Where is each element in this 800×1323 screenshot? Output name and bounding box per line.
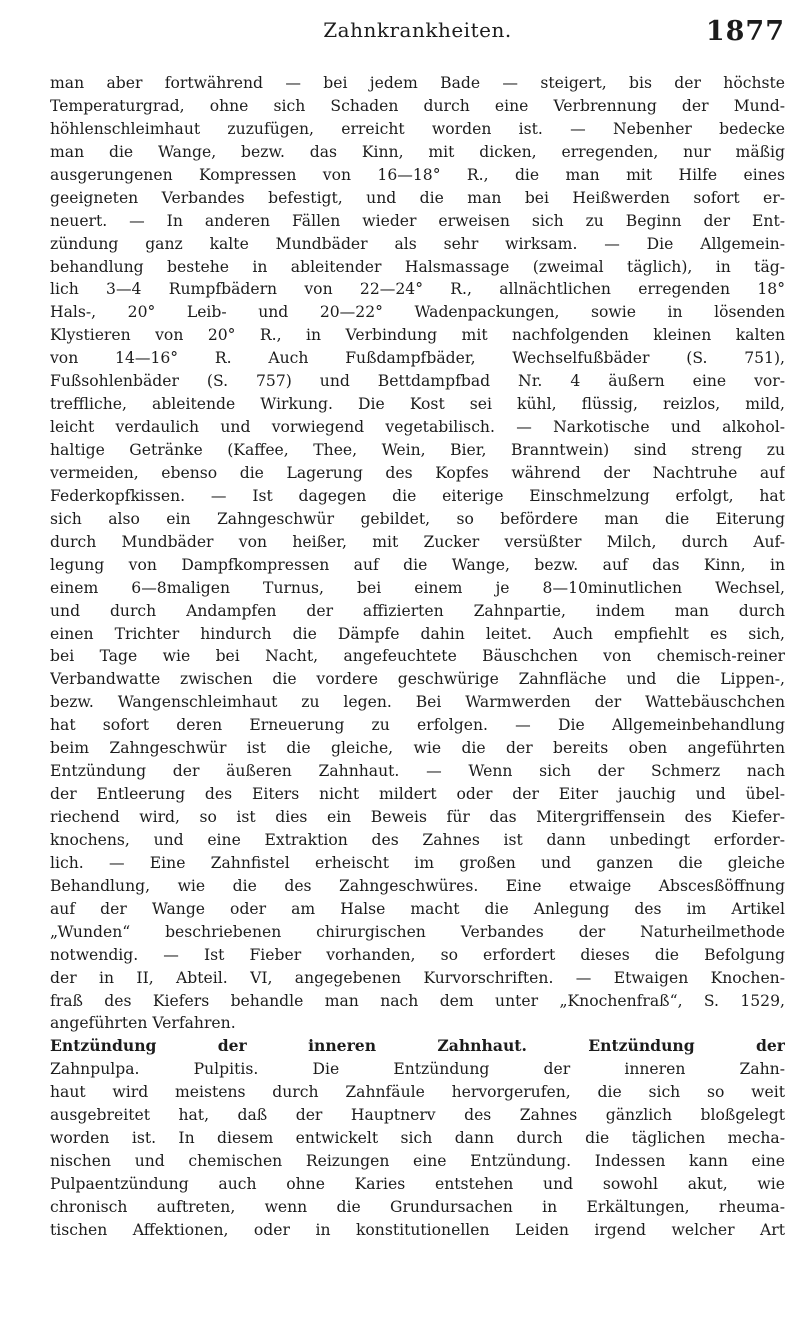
text-line: und durch Andampfen der affizierten Zahnpartie, indem man durch — [50, 601, 785, 620]
text-line: haltige Getränke (Kaffee, Thee, Wein, Bier, Branntwein) sind streng zu — [50, 441, 785, 459]
text-line: durch Mundbäder von heißer, mit Zucker versüßter Milch, durch Auf- — [50, 532, 785, 551]
text-line: lich 3—4 Rumpfbädern von 22—24° R., allnächtlichen erregenden 18° — [50, 280, 785, 299]
text-line: Verbandwatte zwischen die vordere geschwürige Zahnfläche und die Lippen-, — [50, 670, 785, 689]
text-line: worden ist. In diesem entwickelt sich dann durch die täglichen mecha- — [50, 1129, 785, 1148]
text-line: tischen Affektionen, oder in konstitutionellen Leiden irgend welcher Art — [50, 1220, 785, 1239]
text-line: fraß des Kiefers behandle man nach dem unter „Knochenfraß“, S. 1529, — [50, 991, 785, 1010]
text-line: hat sofort deren Erneuerung zu erfolgen. — Die Allgemeinbehandlung — [50, 716, 785, 735]
text-line: bei Tage wie bei Nacht, angefeuchtete Bäuschchen von chemisch-reiner — [50, 647, 785, 666]
text-line: einem 6—8maligen Turnus, bei einem je 8—10minutlichen Wechsel, — [50, 578, 785, 597]
text-line: sich also ein Zahngeschwür gebildet, so befördere man die Eiterung — [50, 509, 785, 528]
text-line: Hals-, 20° Leib- und 20—22° Wadenpackungen, sowie in lösenden — [50, 303, 785, 322]
text-line: man aber fortwährend — bei jedem Bade — steigert, bis der höchste — [50, 74, 785, 92]
section-heading: Entzündung der inneren Zahnhaut. Entzündung der — [50, 1036, 785, 1056]
text-line: chronisch auftreten, wenn die Grundursachen in Erkältungen, rheuma- — [50, 1197, 785, 1216]
text-line: Temperaturgrad, ohne sich Schaden durch eine Verbrennung der Mund- — [50, 96, 785, 115]
text-line: Federkopfkissen. — Ist dagegen die eiterige Einschmelzung erfolgt, hat — [50, 486, 785, 505]
text-line: haut wird meistens durch Zahnfäule hervorgerufen, die sich so weit — [50, 1083, 785, 1102]
text-line: von 14—16° R. Auch Fußdampfbäder, Wechselfußbäder (S. 751), — [50, 349, 785, 368]
text-line: geeigneten Verbandes befestigt, und die man bei Heißwerden sofort er- — [50, 188, 785, 207]
running-title: Zahnkrankheiten. — [323, 18, 512, 42]
text-line: notwendig. — Ist Fieber vorhanden, so erfordert dieses die Befolgung — [50, 945, 785, 964]
text-line: zündung ganz kalte Mundbäder als sehr wirksam. — Die Allgemein- — [50, 234, 785, 253]
text-line: der in II, Abteil. VI, angegebenen Kurvorschriften. — Etwaigen Knochen- — [50, 968, 785, 987]
text-line: behandlung bestehe in ableitender Halsmassage (zweimal täglich), in täg- — [50, 257, 785, 276]
text-line: bezw. Wangenschleimhaut zu legen. Bei Warmwerden der Wattebäuschchen — [50, 693, 785, 712]
running-head — [50, 16, 785, 56]
text-line: beim Zahngeschwür ist die gleiche, wie die der bereits oben angeführten — [50, 739, 785, 758]
text-line: nischen und chemischen Reizungen eine Entzündung. Indessen kann eine — [50, 1152, 785, 1171]
text-line: Entzündung der äußeren Zahnhaut. — Wenn sich der Schmerz nach — [50, 762, 785, 781]
text-line: einen Trichter hindurch die Dämpfe dahin leitet. Auch empfiehlt es sich, — [50, 624, 785, 643]
text-line: Fußsohlenbäder (S. 757) und Bettdampfbad Nr. 4 äußern eine vor- — [50, 372, 785, 391]
text-line: legung von Dampfkompressen auf die Wange, bezw. auf das Kinn, in — [50, 555, 785, 574]
text-line: Behandlung, wie die des Zahngeschwüres. Eine etwaige Abscesßöffnung — [50, 876, 785, 895]
body-text — [50, 72, 785, 1242]
text-line: „Wunden“ beschriebenen chirurgischen Verbandes der Naturheilmethode — [50, 922, 785, 941]
text-line: Klystieren von 20° R., in Verbindung mit nachfolgenden kleinen kalten — [50, 326, 785, 345]
text-line: neuert. — In anderen Fällen wieder erweisen sich zu Beginn der Ent- — [50, 211, 785, 230]
text-line: Zahnpulpa. Pulpitis. Die Entzündung der inneren Zahn- — [50, 1060, 785, 1079]
text-line: leicht verdaulich und vorwiegend vegetabilisch. — Narkotische und alkohol- — [50, 418, 785, 437]
text-line: riechend wird, so ist dies ein Beweis für das Mitergriffensein des Kiefer- — [50, 808, 785, 826]
text-line: der Entleerung des Eiters nicht mildert oder der Eiter jauchig und übel- — [50, 785, 785, 804]
text-line: Pulpaentzündung auch ohne Karies entstehen und sowohl akut, wie — [50, 1175, 785, 1193]
text-line: treffliche, ableitende Wirkung. Die Kost sei kühl, flüssig, reizlos, mild, — [50, 395, 785, 414]
text-line: lich. — Eine Zahnfistel erheischt im großen und ganzen die gleiche — [50, 853, 785, 872]
text-line: angeführten Verfahren. — [50, 1014, 236, 1033]
text-line: ausgebreitet hat, daß der Hauptnerv des Zahnes gänzlich bloßgelegt — [50, 1106, 785, 1125]
text-line: ausgerungenen Kompressen von 16—18° R., die man mit Hilfe eines — [50, 165, 785, 184]
page-number: 1877 — [705, 16, 785, 47]
text-line: knochens, und eine Extraktion des Zahnes ist dann unbedingt erforder- — [50, 830, 785, 849]
text-line: man die Wange, bezw. das Kinn, mit dicken, erregenden, nur mäßig — [50, 142, 785, 161]
text-line: auf der Wange oder am Halse macht die Anlegung des im Artikel — [50, 899, 785, 918]
text-line: höhlenschleimhaut zuzufügen, erreicht worden ist. — Nebenher bedecke — [50, 119, 785, 138]
text-line: vermeiden, ebenso die Lagerung des Kopfes während der Nachtruhe auf — [50, 463, 785, 482]
